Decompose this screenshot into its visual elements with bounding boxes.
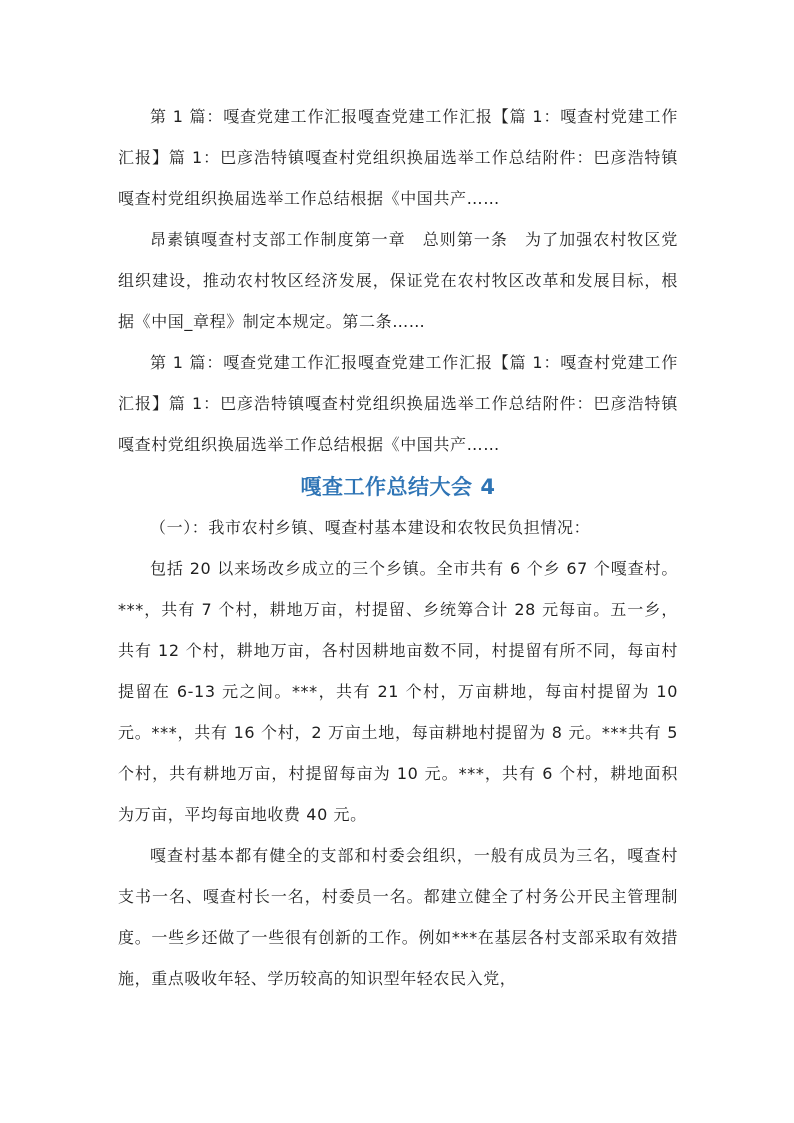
paragraph-organization: 嘎查村基本都有健全的支部和村委会组织，一般有成员为三名，嘎查村支书一名、嘎查村长一名，村委员一名。都建立健全了村务公开民主管理制度。一些乡还做了一些很有创新的工作。例如***在基层各村支部采取有效措施，重点吸收年轻、学历较高的知识型年轻农民入党， xyxy=(118,846,678,988)
document-page xyxy=(118,96,678,999)
paragraph-subheading: （一）：我市农村乡镇、嘎查村基本建设和农牧民负担情况： xyxy=(150,518,591,537)
section-heading: 嘎查工作总结大会 4 xyxy=(300,475,496,499)
paragraph-summary-2: 昂素镇嘎查村支部工作制度第一章 总则第一条 为了加强农村牧区党组织建设，推动农村牧区经济发展，保证党在农村牧区改革和发展目标，根据《中国_章程》制定本规定。第二条…… xyxy=(118,230,678,331)
paragraph-statistics: 包括 20 以来场改乡成立的三个乡镇。全市共有 6 个乡 67 个嘎查村。***，共有 7 个村，耕地万亩，村提留、乡统筹合计 28 元每亩。五一乡，共有 12 个村，耕地万亩，各村因耕地亩数不同，村提留有所不同，每亩村提留在 6-13 元之间。***，共有 21 个村，万亩耕地，每亩村提留为 10 元。***，共有 16 个村，2 万亩土地，每亩耕地村提留为 8 元。***共有 5 个村，共有耕地万亩，村提留每亩为 10 元。***，共有 6 个村，耕地面积为万亩，平均每亩地收费 40 元。 xyxy=(118,559,678,824)
paragraph-summary-3: 第 1 篇：嘎查党建工作汇报嘎查党建工作汇报【篇 1：嘎查村党建工作汇报】篇 1：巴彦浩特镇嘎查村党组织换届选举工作总结附件：巴彦浩特镇嘎查村党组织换届选举工作总结根据《中国共产…… xyxy=(118,353,678,454)
paragraph-summary-1: 第 1 篇：嘎查党建工作汇报嘎查党建工作汇报【篇 1：嘎查村党建工作汇报】篇 1：巴彦浩特镇嘎查村党组织换届选举工作总结附件：巴彦浩特镇嘎查村党组织换届选举工作总结根据《中国共产…… xyxy=(118,107,678,208)
